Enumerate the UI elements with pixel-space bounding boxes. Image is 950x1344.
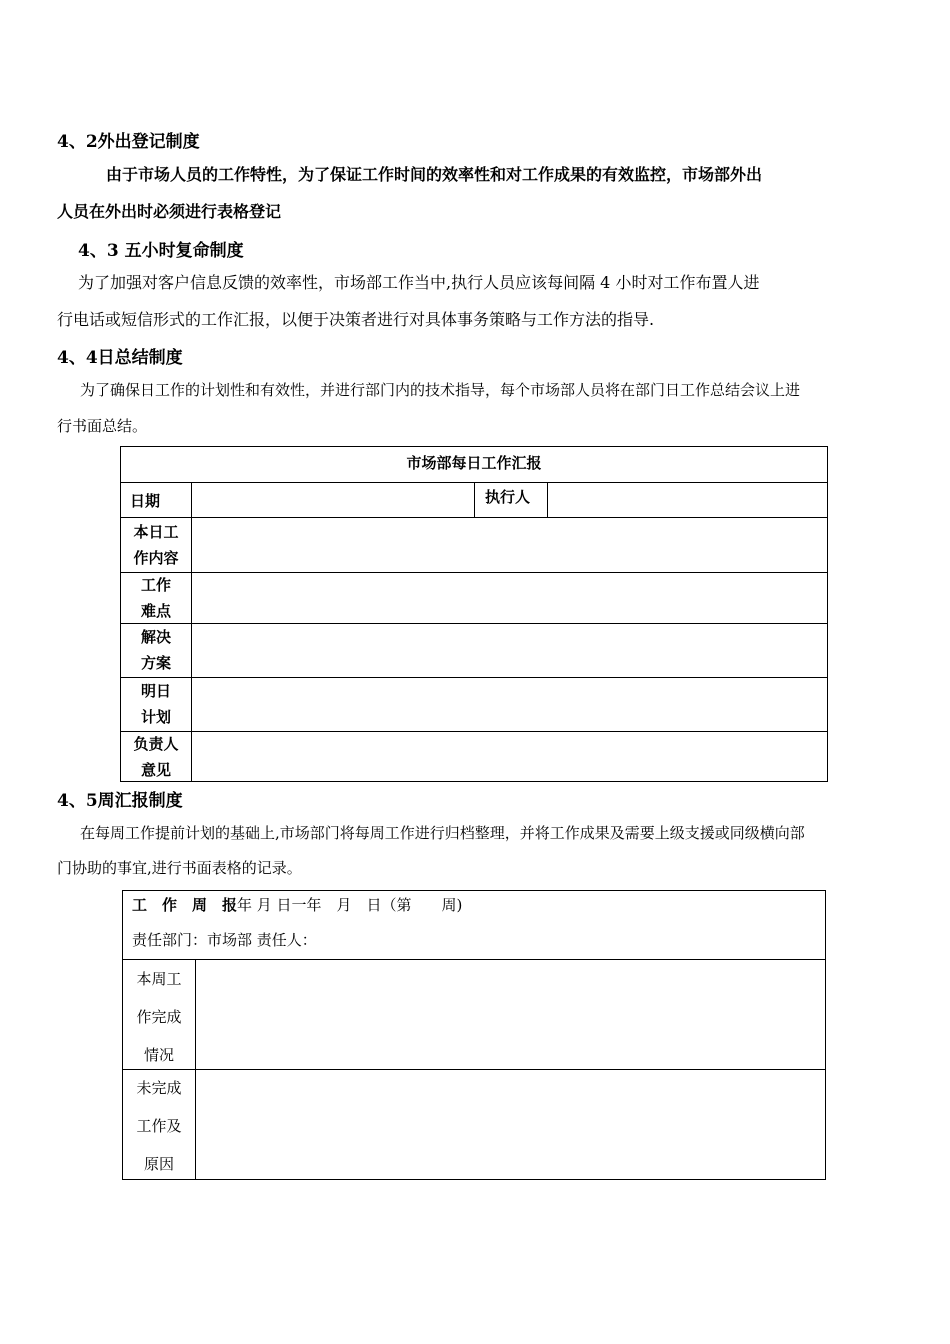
para-4-4-line1: 为了确保日工作的计划性和有效性，并进行部门内的技术指导，每个市场部人员将在部门日工作总结会议上进 [80,381,801,399]
table-divider [120,572,828,573]
table-divider [122,959,826,960]
table-divider [122,1069,826,1070]
row-label-solutions: 解决 方案 [140,628,171,672]
row-label-today-work: 本日工 作内容 [133,523,179,567]
date-label: 日期 [130,492,161,510]
weekly-table-title [132,894,462,915]
executor-label: 执行人 [485,488,531,506]
table-divider [547,482,548,517]
daily-table-title: 市场部每日工作汇报 [406,454,542,472]
table-divider [120,677,828,678]
para-4-5-line2: 门协助的事宜,进行书面表格的记录。 [57,859,302,877]
row-label-incomplete-reasons: 未完成 工作及 原因 [136,1079,182,1173]
para-4-5-line1: 在每周工作提前计划的基础上,市场部门将每周工作进行归档整理，并将工作成果及需要上级支援或同级横向部 [80,824,805,842]
heading-4-2: 4、2外出登记制度 [57,132,200,152]
heading-4-5: 4、5周汇报制度 [57,791,183,811]
table-divider [191,482,192,782]
para-4-3-line2: 行电话或短信形式的工作汇报，以便于决策者进行对具体事务策略与工作方法的指导. [57,310,655,329]
table-divider [474,482,475,517]
table-divider [195,959,196,1180]
heading-4-4: 4、4日总结制度 [57,348,183,368]
para-4-3-line1: 为了加强对客户信息反馈的效率性，市场部工作当中,执行人员应该每间隔 4 小时对工作布置人进 [78,273,760,292]
row-label-tomorrow-plan: 明日 计划 [140,682,171,726]
row-label-week-completed: 本周工 作完成 情况 [136,970,182,1064]
heading-4-3: 4、3 五小时复命制度 [78,241,244,261]
table-divider [120,517,828,518]
table-divider [120,731,828,732]
weekly-dept-line: 责任部门：市场部 责任人： [132,931,317,949]
row-label-supervisor-opinion: 负责人 意见 [133,735,179,779]
para-4-2-line2: 人员在外出时必须进行表格登记 [57,202,282,221]
table-divider [120,623,828,624]
row-label-difficulties: 工作 难点 [140,576,171,620]
weekly-title-bold: 工 作 周 报 [132,896,238,914]
para-4-2-line1: 由于市场人员的工作特性，为了保证工作时间的效率性和对工作成果的有效监控，市场部外出 [106,165,763,184]
weekly-title-dates: 年 月 日一年 月 日（第 周) [237,896,463,914]
para-4-4-line2: 行书面总结。 [57,417,148,435]
